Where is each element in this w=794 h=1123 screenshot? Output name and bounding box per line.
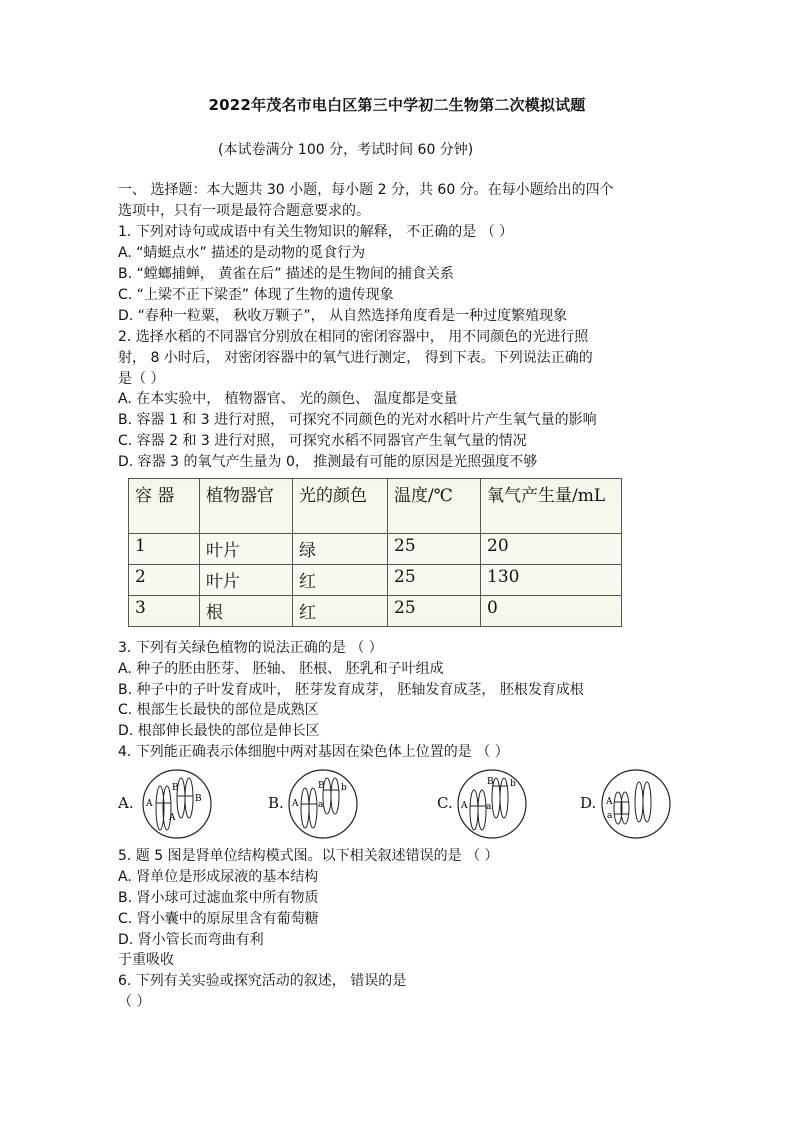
option-line: C. 容器 2 和 3 进行对照， 可探究水稻不同器官产生氧气量的情况 [118,433,527,449]
cell-diagram-b [287,768,359,840]
figure-option-label: A. [118,794,134,812]
figure-option-label: D. [580,794,597,812]
table-cell: 130 [481,565,622,596]
table-header: 容 器 [129,479,200,534]
gene-label: B [172,783,179,793]
table-header-row [129,479,622,534]
option-line: B. “螳螂捕蝉， 黄雀在后” 描述的是生物间的捕食关系 [118,266,454,282]
gene-label: a [607,811,613,821]
table-row [129,534,622,565]
gene-label: a [486,802,492,812]
table-cell: 25 [388,534,481,565]
option-line: C. 根部生长最快的部位是成熟区 [118,702,319,718]
cell-diagram-a [141,768,213,840]
page-title: 2022年茂名市电白区第三中学初二生物第二次模拟试题 [208,96,586,114]
figure-option-label: B. [268,794,284,812]
table-cell: 25 [388,565,481,596]
text-line: 选项中，只有一项是最符合题意要求的。 [118,203,370,219]
question-4: 4. 下列能正确表示体细胞中两对基因在染色体上位置的是 （ ） [118,744,509,760]
gene-label: B [487,777,494,787]
gene-label: B [195,794,202,804]
option-line: A. 种子的胚由胚芽、 胚轴、 胚根、 胚乳和子叶组成 [118,661,444,677]
table-cell: 20 [481,534,622,565]
table-cell: 叶片 [200,565,293,596]
table-cell: 叶片 [200,534,293,565]
gene-label: A [169,813,176,823]
question-6: 6. 下列有关实验或探究活动的叙述， 错误的是 [118,973,407,989]
oxygen-table [128,478,622,627]
table-cell: 3 [129,596,200,627]
text-line: 是（ ） [118,371,165,387]
option-line: A. “蜻蜓点水” 描述的是动物的觅食行为 [118,245,366,261]
option-line: A. 在本实验中， 植物器官、 光的颜色、 温度都是变量 [118,391,458,407]
option-line: B. 容器 1 和 3 进行对照， 可探究不同颜色的光对水稻叶片产生氧气量的影响 [118,412,597,428]
table-cell: 0 [481,596,622,627]
table-header: 氧气产生量/mL [481,479,622,534]
option-line: C. 肾小囊中的原尿里含有葡萄糖 [118,911,319,927]
text-line: 射， 8 小时后， 对密闭容器中的氧气进行测定， 得到下表。下列说法正确的 [118,350,593,366]
gene-label: A [292,799,299,809]
table-cell: 红 [293,596,388,627]
table-cell: 红 [293,565,388,596]
table-header: 温度/℃ [388,479,481,534]
question-3: 3. 下列有关绿色植物的说法正确的是 （ ） [118,640,383,656]
gene-label: A [461,801,468,811]
table-row [129,596,622,627]
option-line: A. 肾单位是形成尿液的基本结构 [118,869,319,885]
gene-label: B [318,781,325,791]
gene-label: a [318,800,324,810]
table-row [129,565,622,596]
question-1: 1. 下列对诗句或成语中有关生物知识的解释， 不正确的是 （ ） [118,224,514,240]
table-header: 植物器官 [200,479,293,534]
table-header: 光的颜色 [293,479,388,534]
option-line: D. 根部伸长最快的部位是伸长区 [118,723,320,739]
option-line: D. 肾小管长而弯曲有利 [118,932,264,948]
option-line: 于重吸收 [118,952,174,968]
gene-label: b [341,783,347,793]
table-cell: 根 [200,596,293,627]
figure-option-label: C. [437,794,453,812]
question-5: 5. 题 5 图是肾单位结构模式图。以下相关叙述错误的是 （ ） [118,848,499,864]
text-line: 一、 选择题：本大题共 30 小题，每小题 2 分，共 60 分。在每小题给出的四个 [118,182,614,198]
cell-diagram-c [456,768,528,840]
option-line: D. 容器 3 的氧气产生量为 0， 推测最有可能的原因是光照强度不够 [118,454,538,470]
gene-label: b [510,779,516,789]
table-cell: 绿 [293,534,388,565]
question-2: 2. 选择水稻的不同器官分别放在相同的密闭容器中， 用不同颜色的光进行照 [118,329,589,345]
table-cell: 2 [129,565,200,596]
cell-diagram-d [600,768,672,840]
table-cell: 25 [388,596,481,627]
page-subtitle: (本试卷满分 100 分，考试时间 60 分钟) [218,142,474,158]
option-line: C. “上梁不正下梁歪” 体现了生物的遗传现象 [118,287,394,303]
answer-bracket: （ ） [118,994,151,1010]
option-line: B. 种子中的子叶发育成叶， 胚芽发育成芽， 胚轴发育成茎， 胚根发育成根 [118,682,584,698]
gene-label: A [146,799,153,809]
option-line: D. “春种一粒粟， 秋收万颗子”， 从自然选择角度看是一种过度繁殖现象 [118,308,568,324]
option-line: B. 肾小球可过滤血浆中所有物质 [118,890,319,906]
gene-label: A [606,797,613,807]
table-cell: 1 [129,534,200,565]
